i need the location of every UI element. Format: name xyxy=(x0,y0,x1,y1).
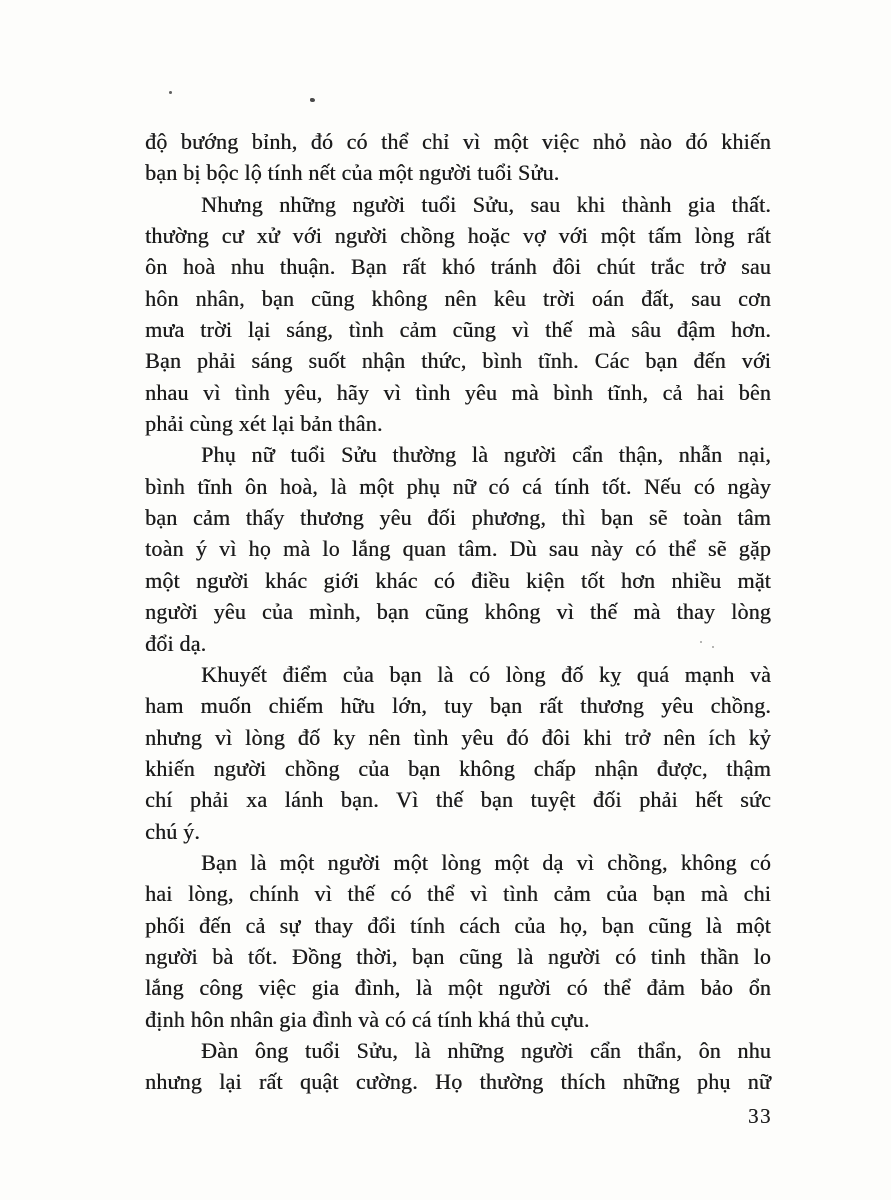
text-line: đổi dạ. xyxy=(145,630,207,656)
text-line: lắng công việc gia đình, là một người có thể đảm bảo ổn xyxy=(145,975,771,1001)
text-line: Bạn là một người một lòng một dạ vì chồng, không có xyxy=(201,849,771,875)
text-line: bình tĩnh ôn hoà, là một phụ nữ có cá tính tốt. Nếu có ngày xyxy=(145,473,771,499)
scan-speck xyxy=(169,91,172,94)
text-line: người yêu của mình, bạn cũng không vì thế mà thay lòng xyxy=(145,599,771,625)
text-line: phối đến cả sự thay đổi tính cách của họ, bạn cũng là một xyxy=(145,912,771,938)
text-line: chí phải xa lánh bạn. Vì thế bạn tuyệt đối phải hết sức xyxy=(145,787,771,813)
text-line: khiến người chồng của bạn không chấp nhận được, thậm xyxy=(145,755,771,781)
text-line: Bạn phải sáng suốt nhận thức, bình tĩnh. Các bạn đến với xyxy=(145,348,771,374)
text-line: mưa trời lại sáng, tình cảm cũng vì thế mà sâu đậm hơn. xyxy=(145,317,771,343)
text-line: Phụ nữ tuổi Sửu thường là người cẩn thận, nhẫn nại, xyxy=(201,442,771,468)
text-line: Khuyết điểm của bạn là có lòng đố kỵ quá mạnh và xyxy=(201,661,771,687)
text-line: ham muốn chiếm hữu lớn, tuy bạn rất thương yêu chồng. xyxy=(145,693,771,719)
text-line: chú ý. xyxy=(145,818,200,844)
text-line: toàn ý vì họ mà lo lắng quan tâm. Dù sau này có thể sẽ gặp xyxy=(145,536,771,562)
text-line: định hôn nhân gia đình và có cá tính khá thủ cựu. xyxy=(145,1006,590,1032)
text-line: một người khác giới khác có điều kiện tốt hơn nhiều mặt xyxy=(145,567,771,593)
text-line: độ bướng bỉnh, đó có thể chỉ vì một việc nhỏ nào đó khiến xyxy=(145,129,771,154)
text-line: nhưng vì lòng đố ky nên tình yêu đó đôi khi trở nên ích kỷ xyxy=(145,724,771,750)
text-line: Nhưng những người tuổi Sửu, sau khi thành gia thất. xyxy=(201,191,771,217)
text-line: hai lòng, chính vì thế có thể vì tình cảm của bạn mà chi xyxy=(145,881,771,907)
text-line: Đàn ông tuổi Sửu, là những người cẩn thẩn, ôn nhu xyxy=(201,1037,771,1063)
text-line: phải cùng xét lại bản thân. xyxy=(145,411,383,437)
text-line: hôn nhân, bạn cũng không nên kêu trời oán đất, sau cơn xyxy=(145,285,771,311)
text-line: nhưng lại rất quật cường. Họ thường thích những phụ nữ xyxy=(145,1069,771,1095)
text-line: thường cư xử với người chồng hoặc vợ với một tấm lòng rất xyxy=(145,223,771,249)
text-line: người bà tốt. Đồng thời, bạn cũng là người có tinh thần lo xyxy=(145,943,771,969)
text-line: bạn bị bộc lộ tính nết của một người tuổi Sửu. xyxy=(145,160,560,186)
scan-speck xyxy=(310,98,315,102)
text-line: bạn cảm thấy thương yêu đối phương, thì bạn sẽ toàn tâm xyxy=(145,505,771,531)
text-line: nhau vì tình yêu, hãy vì tình yêu mà bình tĩnh, cả hai bên xyxy=(145,379,771,405)
page-number: 33 xyxy=(748,1104,772,1128)
text-line: ôn hoà nhu thuận. Bạn rất khó tránh đôi chút trắc trở sau xyxy=(145,254,771,280)
page-text-block xyxy=(145,126,771,1098)
